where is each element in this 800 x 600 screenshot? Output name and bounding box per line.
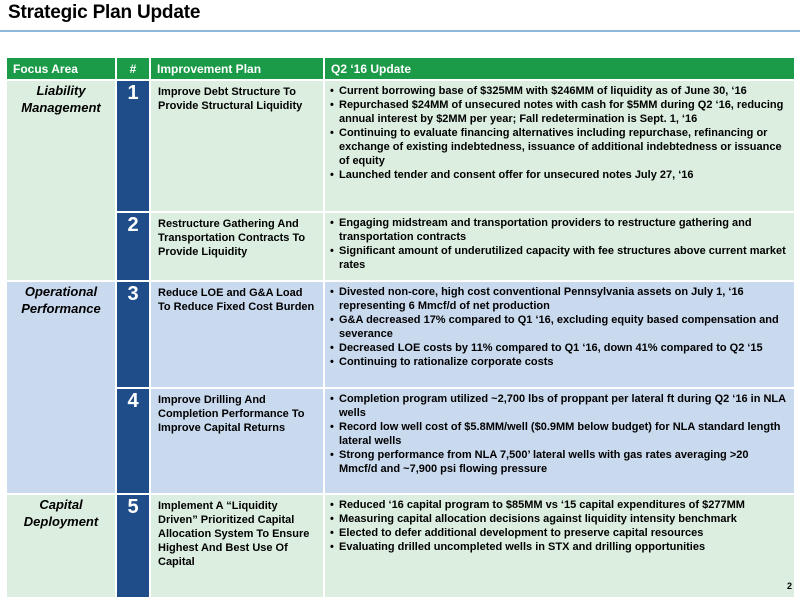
- improvement-plan: Reduce LOE and G&A Load To Reduce Fixed Cost Burden: [151, 280, 325, 387]
- title-divider: [0, 30, 800, 32]
- strategic-plan-table: [7, 58, 794, 597]
- improvement-plan: Restructure Gathering And Transportation Contracts To Provide Liquidity: [151, 211, 325, 280]
- update-cell: [325, 280, 794, 387]
- update-item: • G&A decreased 17% compared to Q1 ‘16, excluding equity based compensation and severance: [329, 313, 788, 341]
- improvement-plan: Implement A “Liquidity Driven” Prioritized Capital Allocation System To Ensure Highest And Best Use Of Capital: [151, 493, 325, 597]
- update-list: [329, 285, 788, 369]
- update-list: [329, 84, 788, 182]
- update-item: • Continuing to rationalize corporate costs: [329, 355, 788, 369]
- update-item: • Evaluating drilled uncompleted wells in STX and drilling opportunities: [329, 540, 788, 554]
- header-improvement-plan: Improvement Plan: [151, 58, 325, 79]
- item-number: 1: [117, 79, 151, 211]
- update-cell: [325, 79, 794, 211]
- update-item: • Continuing to evaluate financing alternatives including repurchase, refinancing or exchange of existing indebtedness, issuance of additional indebtedness or issuance of equity: [329, 126, 788, 168]
- update-item: • Strong performance from NLA 7,500’ lateral wells with gas rates averaging >20 Mmcf/d and ~7,900 psi flowing pressure: [329, 448, 788, 476]
- update-item: • Engaging midstream and transportation providers to restructure gathering and transportation contracts: [329, 216, 788, 244]
- page-number: 2: [786, 581, 792, 591]
- update-item: • Significant amount of underutilized capacity with fee structures above current market rates: [329, 244, 788, 272]
- improvement-plan: Improve Debt Structure To Provide Structural Liquidity: [151, 79, 325, 211]
- update-item: • Launched tender and consent offer for unsecured notes July 27, ‘16: [329, 168, 788, 182]
- table-row: [7, 493, 794, 597]
- table-row: [7, 280, 794, 387]
- update-list: [329, 498, 788, 554]
- update-item: • Completion program utilized ~2,700 lbs of proppant per lateral ft during Q2 ‘16 in NLA wells: [329, 392, 788, 420]
- update-item: • Repurchased $24MM of unsecured notes with cash for $5MM during Q2 ‘16, reducing annual interest by $2MM per year; Fall redetermination is Sept. 1, ‘16: [329, 98, 788, 126]
- update-list: [329, 392, 788, 476]
- improvement-plan: Improve Drilling And Completion Performance To Improve Capital Returns: [151, 387, 325, 493]
- item-number: 2: [117, 211, 151, 280]
- update-item: • Elected to defer additional development to preserve capital resources: [329, 526, 788, 540]
- table-row: [7, 387, 794, 493]
- header-number: #: [117, 58, 151, 79]
- item-number: 4: [117, 387, 151, 493]
- focus-area-liability-management: Liability Management: [7, 79, 117, 280]
- header-focus-area: Focus Area: [7, 58, 117, 79]
- update-cell: [325, 211, 794, 280]
- update-cell: [325, 387, 794, 493]
- table-row: [7, 211, 794, 280]
- page-title: Strategic Plan Update: [8, 2, 201, 23]
- item-number: 5: [117, 493, 151, 597]
- item-number: 3: [117, 280, 151, 387]
- update-item: • Decreased LOE costs by 11% compared to Q1 ‘16, down 41% compared to Q2 ‘15: [329, 341, 788, 355]
- header-q2-update: Q2 ‘16 Update: [325, 58, 794, 79]
- table-header-row: [7, 58, 794, 79]
- update-cell: [325, 493, 794, 597]
- update-list: [329, 216, 788, 272]
- update-item: • Current borrowing base of $325MM with $246MM of liquidity as of June 30, ‘16: [329, 84, 788, 98]
- update-item: • Reduced ‘16 capital program to $85MM vs ‘15 capital expenditures of $277MM: [329, 498, 788, 512]
- focus-area-operational-performance: Operational Performance: [7, 280, 117, 493]
- table-row: [7, 79, 794, 211]
- update-item: • Divested non-core, high cost conventional Pennsylvania assets on July 1, ‘16 representing 6 Mmcf/d of net production: [329, 285, 788, 313]
- focus-area-capital-deployment: Capital Deployment: [7, 493, 117, 597]
- update-item: • Measuring capital allocation decisions against liquidity intensity benchmark: [329, 512, 788, 526]
- update-item: • Record low well cost of $5.8MM/well ($0.9MM below budget) for NLA standard length lateral wells: [329, 420, 788, 448]
